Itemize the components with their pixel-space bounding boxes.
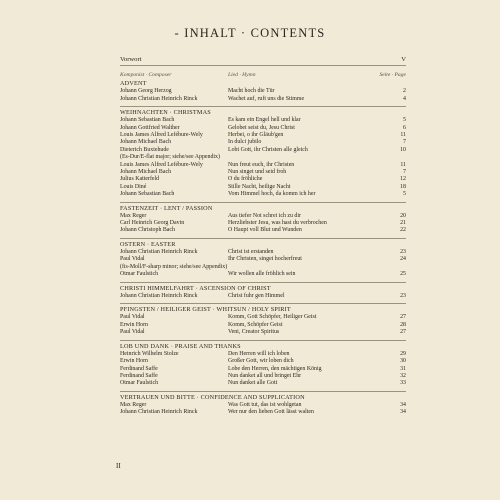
- section-title: LOB UND DANK · PRAISE AND THANKS: [120, 342, 241, 350]
- hymn-title: Komm, Gott Schöpfer, Heiliger Geist: [228, 314, 317, 321]
- section-divider: [120, 238, 406, 239]
- page-ref: 2: [403, 88, 406, 95]
- page-ref: 20: [400, 212, 406, 219]
- page-ref: 29: [400, 350, 406, 357]
- contents-entry: [120, 256, 406, 263]
- page-ref: 32: [400, 373, 406, 379]
- hymn-title: O Haupt voll Blut und Wunden: [228, 227, 302, 234]
- composer-name: Johann Christian Heinrich Rinck: [120, 409, 198, 416]
- contents-entry: [120, 213, 406, 220]
- composer-column-header: Komponist · Composer: [120, 72, 172, 78]
- page-ref: 27: [400, 329, 406, 336]
- section-title: CHRISTI HIMMELFAHRT · ASCENSION OF CHRIST: [120, 284, 271, 292]
- section-divider: [120, 391, 406, 392]
- contents-entry: [120, 147, 406, 154]
- hymn-title: Christ fuhr gen Himmel: [228, 292, 285, 299]
- contents-list: [120, 80, 406, 420]
- page-ref: 12: [400, 176, 406, 183]
- page-ref: 25: [400, 271, 406, 278]
- page-ref: 21: [400, 220, 406, 227]
- page-ref: 7: [403, 168, 406, 175]
- contents-section: [120, 394, 406, 417]
- contents-entry: [120, 293, 406, 300]
- hymn-title: Herzliebster Jesu, was hast du verbrochen: [228, 220, 327, 227]
- hymn-title: Komm, Schöpfer Geist: [228, 321, 283, 328]
- section-divider: [120, 106, 406, 107]
- hymn-column-header: Lied · Hymn: [228, 72, 256, 78]
- contents-entry: [120, 322, 406, 329]
- section-title: OSTERN · EASTER: [120, 240, 176, 248]
- contents-section: [120, 109, 406, 199]
- section-divider: [120, 282, 406, 283]
- top-rule: [120, 65, 406, 66]
- hymn-title: Christ ist erstanden: [228, 249, 274, 256]
- hymn-title: Herbei, o ihr Gläub'gen: [228, 131, 284, 138]
- contents-entry: [120, 184, 406, 191]
- composer-name: Johann Michael Bach: [120, 139, 172, 146]
- section-title: PFINGSTEN / HEILIGER GEIST · WHITSUN / HOLY SPIRIT: [120, 306, 291, 314]
- composer-name: Julius Katterfeld: [120, 176, 160, 183]
- hymn-title: Gelobet seist du, Jesu Christ: [228, 124, 295, 131]
- page-ref: 22: [400, 227, 406, 234]
- vorwort-label: Vorwort: [120, 56, 142, 63]
- key-note: (Es-Dur/E-flat major; siehe/see Appendix): [120, 154, 220, 161]
- composer-name: Erwin Horn: [120, 358, 148, 365]
- composer-name: Heinrich Wilhelm Stolze: [120, 350, 179, 357]
- hymn-title: Nun singet und seid froh: [228, 168, 287, 175]
- page-ref: 33: [400, 380, 406, 387]
- page-ref: 34: [400, 409, 406, 416]
- page-ref: 7: [403, 139, 406, 146]
- composer-name: Johann Georg Herzog: [120, 88, 172, 95]
- section-divider: [120, 202, 406, 203]
- hymn-title: Es kam ein Engel hell und klar: [228, 117, 301, 124]
- page-title: - INHALT · CONTENTS: [174, 26, 326, 40]
- section-title: WEIHNACHTEN · CHRISTMAS: [120, 108, 211, 116]
- composer-name: Johann Sebastian Bach: [120, 191, 175, 198]
- section-divider: [120, 303, 406, 304]
- hymn-title: O du fröhliche: [228, 176, 263, 183]
- hymn-title: Veni, Creator Spiritus: [228, 329, 280, 336]
- contents-entry: [120, 162, 406, 169]
- contents-entry: [120, 380, 406, 387]
- page-ref: 34: [400, 401, 406, 408]
- contents-entry: [120, 88, 406, 95]
- page-ref: 31: [400, 365, 406, 372]
- contents-section: [120, 80, 406, 103]
- composer-name: Otmar Faulstich: [120, 380, 159, 387]
- composer-name: Johann Michael Bach: [120, 168, 172, 175]
- composer-name: Louis James Alfred Lefébure-Wely: [120, 161, 203, 168]
- composer-name: Louis James Alfred Lefébure-Wely: [120, 131, 203, 138]
- vorwort-row: [120, 56, 406, 63]
- page-ref: 10: [400, 146, 406, 153]
- composer-name: Ferdinand Saffe: [120, 373, 158, 379]
- section-title: VERTRAUEN UND BITTE · CONFIDENCE AND SUPPLICATION: [120, 393, 305, 401]
- contents-section: [120, 285, 406, 301]
- page-ref: 28: [400, 321, 406, 328]
- page-ref: 18: [400, 183, 406, 190]
- contents-entry: [120, 271, 406, 278]
- hymn-title: Wer nur den lieben Gott lässt walten: [228, 409, 314, 416]
- page-column-header: Seite · Page: [379, 72, 406, 78]
- hymn-title: Nun danket all und bringet Ehr: [228, 373, 302, 379]
- section-divider: [120, 340, 406, 341]
- composer-name: Paul Vidal: [120, 256, 145, 263]
- page-ref: 24: [400, 256, 406, 263]
- contents-entry: [120, 96, 406, 103]
- page-ref: 4: [403, 95, 406, 102]
- contents-section: [120, 306, 406, 336]
- composer-name: Johann Christoph Bach: [120, 227, 175, 234]
- contents-entry: [120, 125, 406, 132]
- section-title: FASTENZEIT · LENT / PASSION: [120, 204, 213, 212]
- contents-entry: [120, 366, 406, 373]
- composer-name: Johann Christian Heinrich Rinck: [120, 292, 198, 299]
- composer-name: Max Reger: [120, 401, 147, 408]
- contents-entry: [120, 373, 406, 380]
- contents-entry: [120, 117, 406, 124]
- contents-entry: [120, 132, 406, 139]
- page-ref: 27: [400, 314, 406, 321]
- contents-entry: [120, 402, 406, 409]
- page-ref: 5: [403, 191, 406, 198]
- hymn-title: Vom Himmel hoch, da komm ich her: [228, 191, 316, 198]
- page-ref: 11: [400, 131, 406, 138]
- hymn-title: Macht hoch die Tür: [228, 88, 275, 95]
- contents-entry: [120, 176, 406, 183]
- composer-name: Otmar Faulstich: [120, 271, 159, 278]
- hymn-title: Den Herren will ich loben: [228, 350, 290, 357]
- hymn-title: Wachet auf, ruft uns die Stimme: [228, 95, 305, 102]
- contents-entry: [120, 227, 406, 234]
- composer-name: Paul Vidal: [120, 329, 145, 336]
- composer-name: Ferdinand Saffe: [120, 365, 158, 372]
- page-ref: 6: [403, 124, 406, 131]
- composer-name: Erwin Horn: [120, 321, 148, 328]
- page-ref: 11: [400, 161, 406, 168]
- hymn-title: Was Gott tut, das ist wohlgetan: [228, 401, 302, 408]
- contents-section: [120, 205, 406, 235]
- hymn-title: Aus tiefer Not schrei ich zu dir: [228, 212, 301, 219]
- contents-entry: [120, 409, 406, 416]
- page-ref: 23: [400, 249, 406, 256]
- contents-entry: [120, 169, 406, 176]
- composer-name: Johann Gottfried Walther: [120, 124, 180, 131]
- contents-entry: [120, 329, 406, 336]
- contents-entry: [120, 139, 406, 146]
- composer-name: Johann Sebastian Bach: [120, 117, 175, 124]
- page-number: II: [116, 462, 121, 470]
- page-ref: 23: [400, 292, 406, 299]
- composer-name: Johann Christian Heinrich Rinck: [120, 249, 198, 256]
- contents-entry: [120, 358, 406, 365]
- key-note: (fis-Moll/F-sharp minor; siehe/see Appendix): [120, 263, 228, 270]
- vorwort-page: V: [401, 56, 406, 63]
- hymn-title: Ihr Christen, singet hocherfreut: [228, 256, 302, 263]
- composer-name: Dieterich Buxtehude: [120, 146, 169, 153]
- hymn-title: Großer Gott, wir loben dich: [228, 358, 294, 365]
- hymn-title: Lobe den Herren, den mächtigen König: [228, 365, 322, 372]
- section-title: ADVENT: [120, 80, 147, 87]
- hymn-title: In dulci jubilo: [228, 139, 262, 146]
- hymn-title: Wir wollen alle fröhlich sein: [228, 271, 296, 278]
- page-ref: 30: [400, 358, 406, 365]
- composer-name: Carl Heinrich Georg Davin: [120, 220, 185, 227]
- contents-entry: [120, 220, 406, 227]
- hymn-title: Nun danket alle Gott: [228, 380, 278, 387]
- contents-section: [120, 343, 406, 388]
- contents-section: [120, 241, 406, 279]
- hymn-title: Lobt Gott, ihr Christen alle gleich: [228, 146, 308, 153]
- page-ref: 5: [403, 117, 406, 124]
- composer-name: Louis Diné: [120, 183, 147, 190]
- hymn-title: Stille Nacht, heilige Nacht: [228, 183, 291, 190]
- contents-entry: [120, 314, 406, 321]
- composer-name: Max Reger: [120, 212, 147, 219]
- composer-name: Paul Vidal: [120, 314, 145, 321]
- composer-name: Johann Christian Heinrich Rinck: [120, 95, 198, 102]
- hymn-title: Nun freut euch, ihr Christen: [228, 161, 295, 168]
- contents-entry: [120, 191, 406, 198]
